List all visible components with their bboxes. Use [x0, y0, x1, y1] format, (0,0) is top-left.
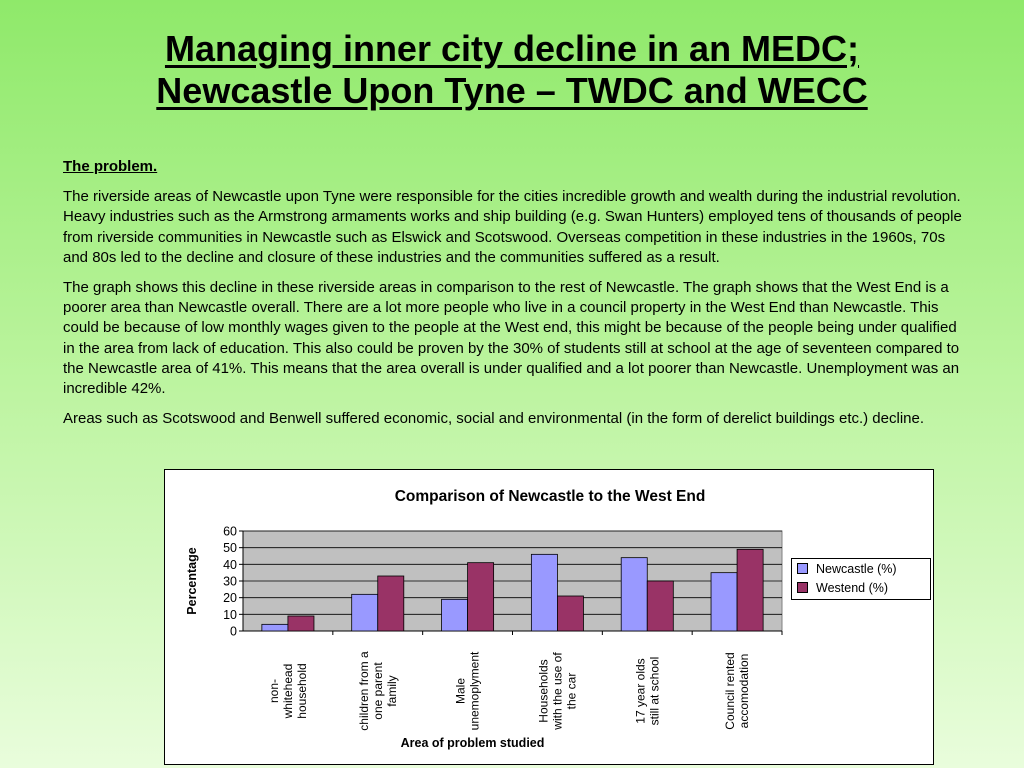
y-tick-label: 0	[230, 624, 237, 639]
legend-label-newcastle: Newcastle (%)	[816, 561, 897, 576]
x-tick-label	[454, 651, 482, 730]
y-tick-label: 60	[223, 524, 237, 539]
chart-container	[164, 469, 934, 765]
x-axis-label: Area of problem studied	[400, 736, 545, 750]
legend-swatch-westend	[797, 582, 808, 593]
bar-newcastle	[262, 624, 288, 631]
bar-westend	[557, 596, 583, 631]
bar-newcastle	[711, 573, 737, 631]
text-content	[63, 157, 968, 439]
y-axis-label: Percentage	[185, 547, 199, 615]
x-tick-label-line: non-	[266, 678, 281, 704]
x-tick-label-line: with the use of	[550, 652, 565, 730]
title-line-1: Managing inner city decline in an MEDC;	[164, 28, 860, 69]
bar-westend	[647, 581, 673, 631]
x-tick-label	[357, 651, 399, 731]
y-tick-label: 10	[223, 607, 237, 622]
chart-legend	[791, 558, 931, 600]
bar-newcastle	[621, 558, 647, 631]
bar-newcastle	[352, 594, 378, 631]
x-tick-label	[536, 652, 578, 731]
y-tick-label: 30	[223, 574, 237, 589]
section-heading: The problem.	[63, 158, 158, 175]
paragraph-3: Areas such as Scotswood and Benwell suffered economic, social and environmental (in the form of derelict buildings etc.) decline.	[63, 410, 925, 428]
x-tick-label	[633, 657, 661, 726]
paragraph-1: The riverside areas of Newcastle upon Tyne were responsible for the cities incredible growth and wealth during the industrial revolution. Heavy industries such as the Armstrong armaments works and ship building (e.g. Swan Hunters) employed tens of thousands of people from riverside communities in Newcastle such as Elswick and Scotswood. Overseas competition in these industries in the 1960s, 70s and 80s led to the decline and closure of these industries and the communities suffered as a result.	[63, 188, 962, 266]
x-tick-label-line: one parent	[370, 662, 385, 720]
legend-item-westend	[792, 578, 930, 597]
x-tick-label-line: Council rented	[723, 652, 738, 730]
x-tick-label	[267, 663, 309, 719]
bar-westend	[468, 563, 494, 631]
x-tick-label-line: family	[384, 675, 399, 707]
y-tick-label: 40	[223, 557, 237, 572]
bar-westend	[378, 576, 404, 631]
legend-swatch-newcastle	[797, 563, 808, 574]
x-tick-label-line: still at school	[647, 656, 662, 726]
y-tick-label: 20	[223, 591, 237, 606]
x-tick-label	[723, 652, 751, 729]
legend-label-westend: Westend (%)	[816, 580, 889, 595]
x-tick-label-line: accomodation	[737, 653, 752, 729]
legend-item-newcastle	[792, 559, 930, 578]
bar-chart	[165, 470, 935, 766]
x-tick-label-line: children from a	[356, 651, 371, 731]
x-tick-label-line: unemoplyment	[467, 651, 482, 731]
bar-newcastle	[442, 599, 468, 631]
x-tick-label-line: whitehead	[280, 663, 295, 719]
y-tick-label: 50	[223, 541, 237, 556]
x-tick-label-line: the car	[564, 672, 579, 710]
x-tick-label-line: Households	[536, 659, 551, 723]
x-tick-label-line: Male	[453, 677, 468, 705]
x-tick-label-line: 17 year olds	[633, 658, 648, 724]
title-line-2: Newcastle Upon Tyne – TWDC and WECC	[156, 70, 868, 111]
bar-newcastle	[531, 554, 557, 631]
bar-westend	[288, 616, 314, 631]
paragraph-2: The graph shows this decline in these riverside areas in comparison to the rest of Newcastle. The graph shows that the West End is a poorer area than Newcastle overall. There are a lot more people who live in a council property in the West End than Newcastle. This could be because of low monthly wages given to the people at the West end, this might be because of the people being under qualified in the area from lack of education. This also could be proven by the 30% of students still at school at the age of seventeen compared to the Newcastle area of 41%. This means that the area overall is under qualified and a lot poorer than Newcastle. Unemployment was an incredible 42%.	[63, 279, 960, 398]
x-tick-label-line: household	[294, 663, 309, 719]
bar-westend	[737, 549, 763, 631]
page-title	[0, 28, 1024, 112]
chart-title: Comparison of Newcastle to the West End	[394, 488, 706, 505]
